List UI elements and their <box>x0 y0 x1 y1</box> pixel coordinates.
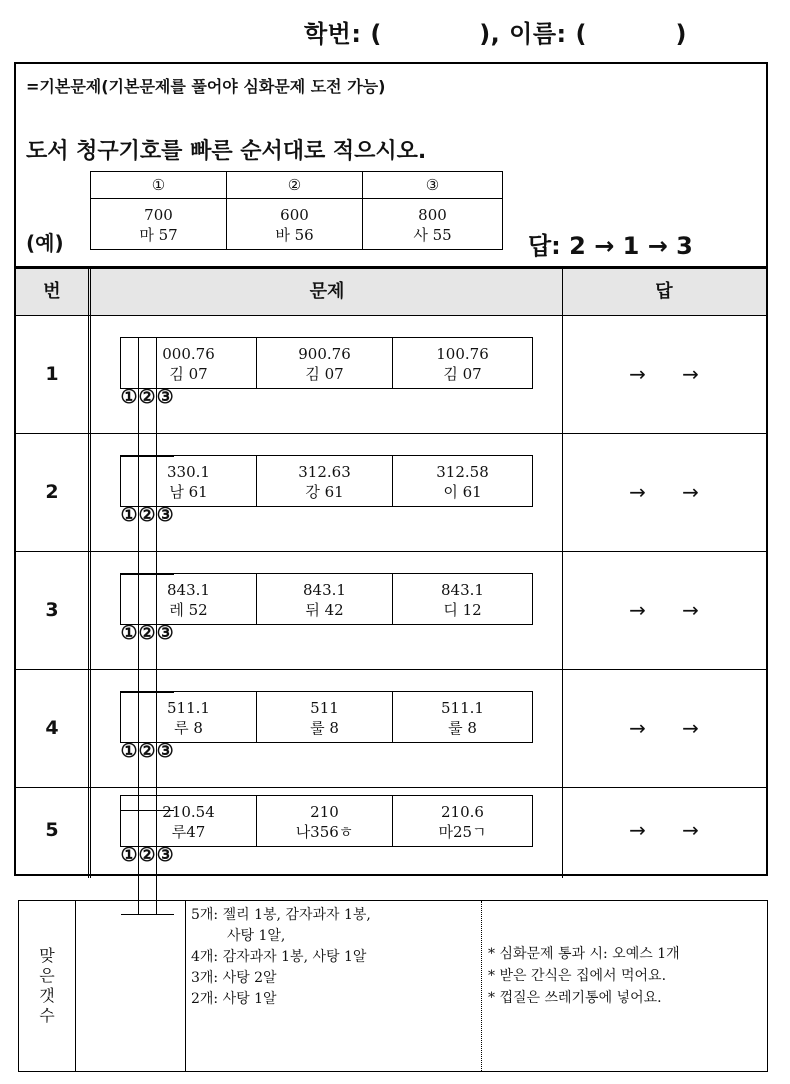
card-value-3: 843.1 <box>393 574 533 600</box>
card-num-3: ③ <box>156 456 174 575</box>
card-num-1: ① <box>121 338 139 457</box>
example-num-2: ② <box>227 172 363 199</box>
call-number-card <box>120 573 533 644</box>
card-value-2: 900.76 <box>257 338 393 364</box>
card-num-1: ① <box>121 692 139 811</box>
card-num-3: ③ <box>156 692 174 811</box>
card-num-2: ② <box>138 692 156 811</box>
card-sub-1: 루 8 <box>174 719 203 737</box>
answer-arrows[interactable]: → → <box>629 716 699 740</box>
example-answer: 답: 2 → 1 → 3 <box>528 232 693 260</box>
card-sub-2: 강 61 <box>257 482 393 507</box>
card-value-3: 100.76 <box>393 338 533 364</box>
answer-arrows[interactable]: → → <box>629 362 699 386</box>
card-sub-1: 김 07 <box>169 365 208 383</box>
example-value-3: 800 <box>363 199 503 226</box>
notes-list <box>481 901 680 1071</box>
card-value-2: 312.63 <box>257 456 393 482</box>
example-value-2: 600 <box>227 199 363 226</box>
example-num-3: ③ <box>363 172 503 199</box>
example-num-1: ① <box>91 172 227 199</box>
card-value-2: 843.1 <box>257 574 393 600</box>
card-sub-3: 마25ㄱ <box>393 822 533 847</box>
column-header-problem: 문제 <box>309 281 345 302</box>
call-number-card <box>120 691 533 762</box>
card-sub-1: 레 52 <box>169 601 208 619</box>
correct-count-label-cell <box>19 901 76 1071</box>
reward-line: 4개: 감자과자 1봉, 사탕 1알 <box>191 949 367 965</box>
reward-line: 3개: 사탕 2알 <box>191 970 277 986</box>
card-sub-2: 룰 8 <box>257 718 393 743</box>
card-value-1: 330.1 <box>167 463 210 481</box>
card-num-2: ② <box>138 338 156 457</box>
intro-section <box>16 64 766 269</box>
reward-line: 2개: 사탕 1알 <box>191 991 277 1007</box>
note-line: * 껍질은 쓰레기통에 넣어요. <box>488 990 662 1006</box>
card-value-1: 210.54 <box>162 803 215 821</box>
card-value-1: 000.76 <box>162 345 215 363</box>
card-num-1: ① <box>121 574 139 693</box>
problem-number: 1 <box>45 363 59 385</box>
card-sub-3: 이 61 <box>393 482 533 507</box>
column-header-answer: 답 <box>655 281 673 302</box>
card-num-3: ③ <box>156 338 174 457</box>
card-sub-3: 디 12 <box>393 600 533 625</box>
call-number-card <box>120 795 533 866</box>
card-value-3: 312.58 <box>393 456 533 482</box>
problem-number: 4 <box>45 717 59 739</box>
problem-rows <box>16 315 766 874</box>
problem-row-4 <box>16 669 766 788</box>
problem-number: 2 <box>45 481 59 503</box>
card-num-2: ② <box>138 456 156 575</box>
card-num-1: ① <box>121 456 139 575</box>
card-num-2: ② <box>138 796 156 915</box>
card-value-3: 511.1 <box>393 692 533 718</box>
answer-arrows[interactable]: → → <box>629 480 699 504</box>
reward-line: 5개: 젤리 1봉, 감자과자 1봉, <box>191 907 371 923</box>
problem-row-1 <box>16 315 766 434</box>
worksheet-table <box>14 62 768 876</box>
answer-arrows[interactable]: → → <box>629 818 699 842</box>
table-header-row <box>16 269 766 316</box>
problem-row-3 <box>16 551 766 670</box>
reward-list <box>191 905 481 1010</box>
answer-arrows[interactable]: → → <box>629 598 699 622</box>
card-sub-2: 뒤 42 <box>257 600 393 625</box>
card-value-2: 511 <box>257 692 393 718</box>
example-label: (예) <box>26 231 64 255</box>
note-line: * 심화문제 통과 시: 오예스 1개 <box>488 946 680 962</box>
problem-number: 3 <box>45 599 59 621</box>
problem-row-2 <box>16 433 766 552</box>
card-num-3: ③ <box>156 574 174 693</box>
student-info-header: 학번: ( ), 이름: ( ) <box>304 20 687 48</box>
correct-count-input[interactable] <box>75 901 186 1071</box>
example-sub-2: 바 56 <box>227 225 363 250</box>
card-sub-3: 룰 8 <box>393 718 533 743</box>
card-sub-2: 나356ㅎ <box>257 822 393 847</box>
problem-row-5 <box>16 787 766 873</box>
problem-number: 5 <box>45 819 59 841</box>
card-sub-2: 김 07 <box>257 364 393 389</box>
card-value-1: 843.1 <box>167 581 210 599</box>
column-header-number: 번 <box>43 281 61 302</box>
card-sub-1: 남 61 <box>169 483 208 501</box>
example-call-number-card <box>90 171 503 250</box>
card-num-1: ① <box>121 796 139 915</box>
call-number-card <box>120 455 533 526</box>
instruction-title: 도서 청구기호를 빠른 순서대로 적으시오. <box>26 139 427 164</box>
call-number-card <box>120 337 533 408</box>
card-sub-3: 김 07 <box>393 364 533 389</box>
example-value-1: 700 <box>144 206 173 224</box>
score-reward-table <box>18 900 768 1072</box>
intro-note: =기본문제(기본문제를 풀어야 심화문제 도전 가능) <box>26 77 386 96</box>
card-num-3: ③ <box>156 796 174 915</box>
card-value-3: 210.6 <box>393 796 533 822</box>
correct-count-label: 맞은갯수 <box>39 946 55 1025</box>
example-sub-1: 마 57 <box>139 226 178 244</box>
card-value-2: 210 <box>257 796 393 822</box>
note-line: * 받은 간식은 집에서 먹어요. <box>488 968 667 984</box>
reward-line: 사탕 1알, <box>227 928 286 944</box>
example-sub-3: 사 55 <box>363 225 503 250</box>
card-sub-1: 루47 <box>171 823 206 841</box>
card-num-2: ② <box>138 574 156 693</box>
card-value-1: 511.1 <box>167 699 210 717</box>
